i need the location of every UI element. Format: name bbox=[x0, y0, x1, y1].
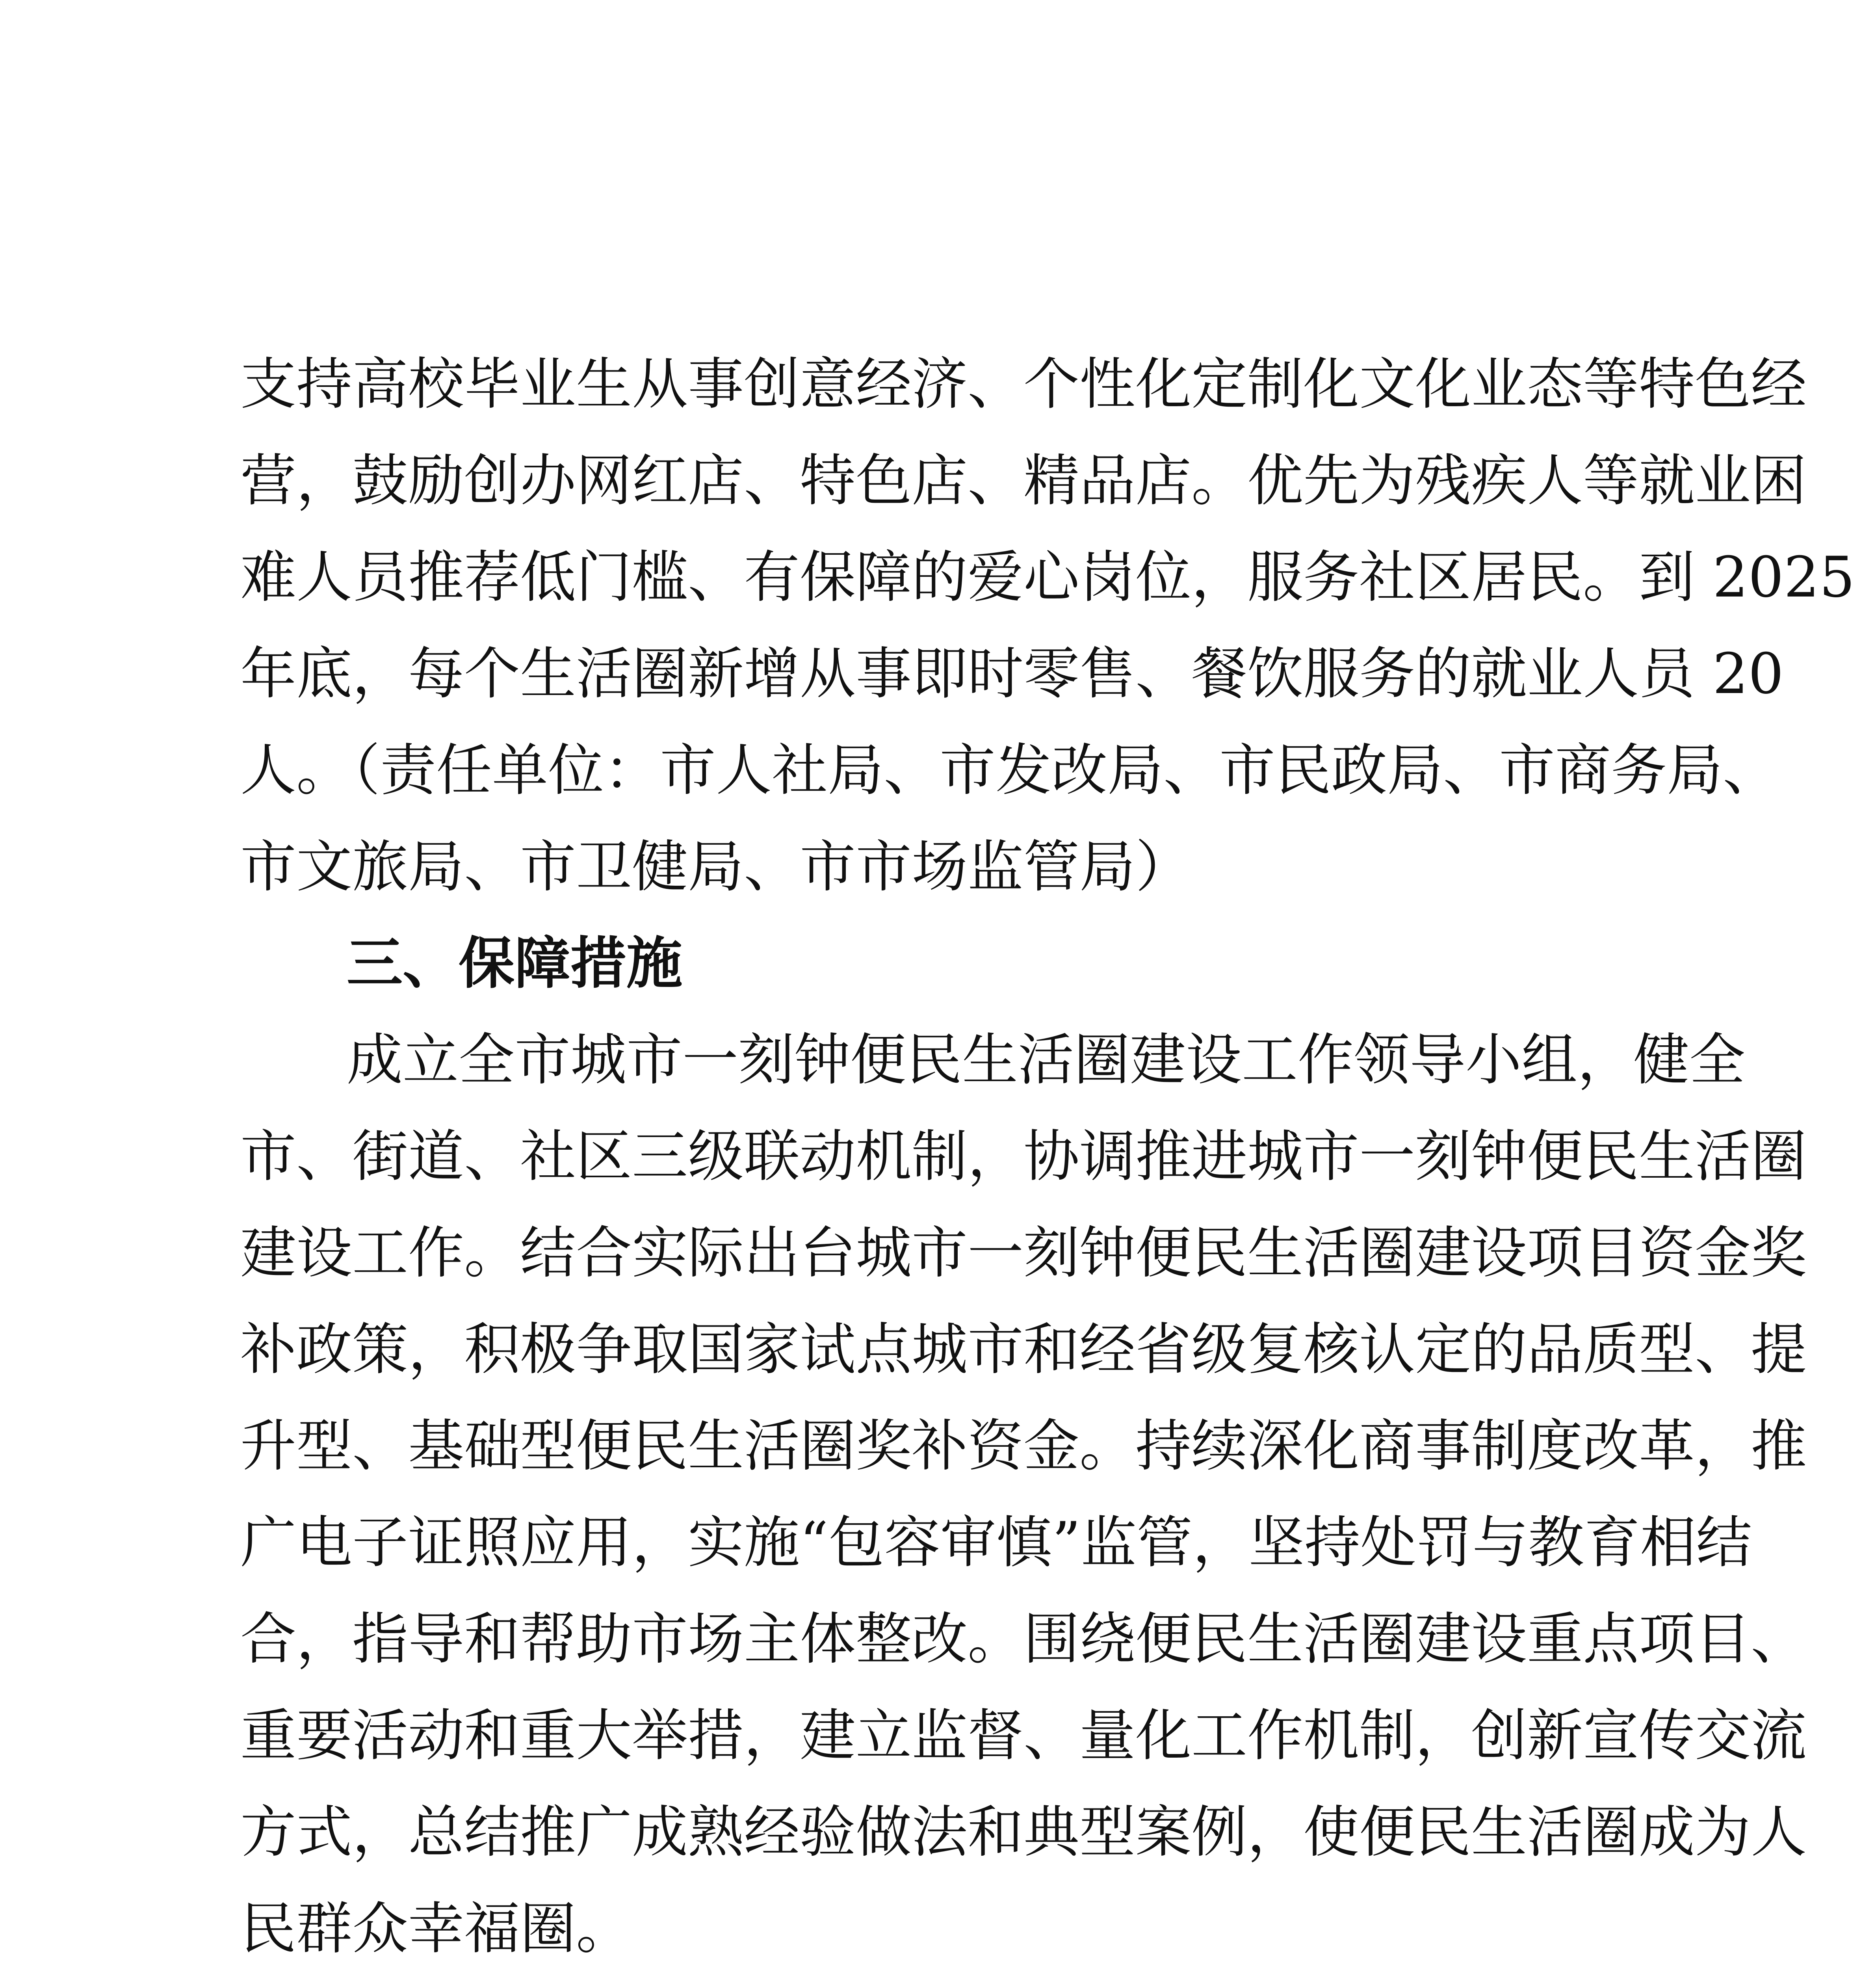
body-line: 营，鼓励创办网红店、特色店、精品店。优先为残疾人等就业困 bbox=[240, 448, 1807, 513]
body-line: 民群众幸福圈。 bbox=[240, 1896, 632, 1961]
body-line: 合，指导和帮助市场主体整改。围绕便民生活圈建设重点项目、 bbox=[240, 1607, 1807, 1672]
body-line: 升型、基础型便民生活圈奖补资金。持续深化商事制度改革，推 bbox=[240, 1414, 1807, 1479]
body-line: 补政策，积极争取国家试点城市和经省级复核认定的品质型、提 bbox=[240, 1317, 1807, 1382]
body-line: 成立全市城市一刻钟便民生活圈建设工作领导小组，健全 bbox=[347, 1028, 1745, 1093]
body-line: 年底，每个生活圈新增从事即时零售、餐饮服务的就业人员 20 bbox=[240, 641, 1784, 706]
section-heading: 三、保障措施 bbox=[347, 931, 682, 996]
body-line: 方式，总结推广成熟经验做法和典型案例，使便民生活圈成为人 bbox=[240, 1800, 1807, 1865]
body-line: 支持高校毕业生从事创意经济、个性化定制化文化业态等特色经 bbox=[240, 352, 1807, 417]
body-line: 市、街道、社区三级联动机制，协调推进城市一刻钟便民生活圈 bbox=[240, 1124, 1807, 1189]
body-line: 重要活动和重大举措，建立监督、量化工作机制，创新宣传交流 bbox=[240, 1703, 1807, 1768]
body-line: 建设工作。结合实际出台城市一刻钟便民生活圈建设项目资金奖 bbox=[240, 1221, 1807, 1286]
body-line: 广电子证照应用，实施“包容审慎”监管，坚持处罚与教育相结 bbox=[240, 1510, 1752, 1575]
body-line: 难人员推荐低门槛、有保障的爱心岗位，服务社区居民。到 2025 bbox=[240, 545, 1855, 610]
body-line: 市文旅局、市卫健局、市市场监管局） bbox=[240, 834, 1191, 900]
body-line: 人。（责任单位：市人社局、市发改局、市民政局、市商务局、 bbox=[240, 738, 1779, 803]
